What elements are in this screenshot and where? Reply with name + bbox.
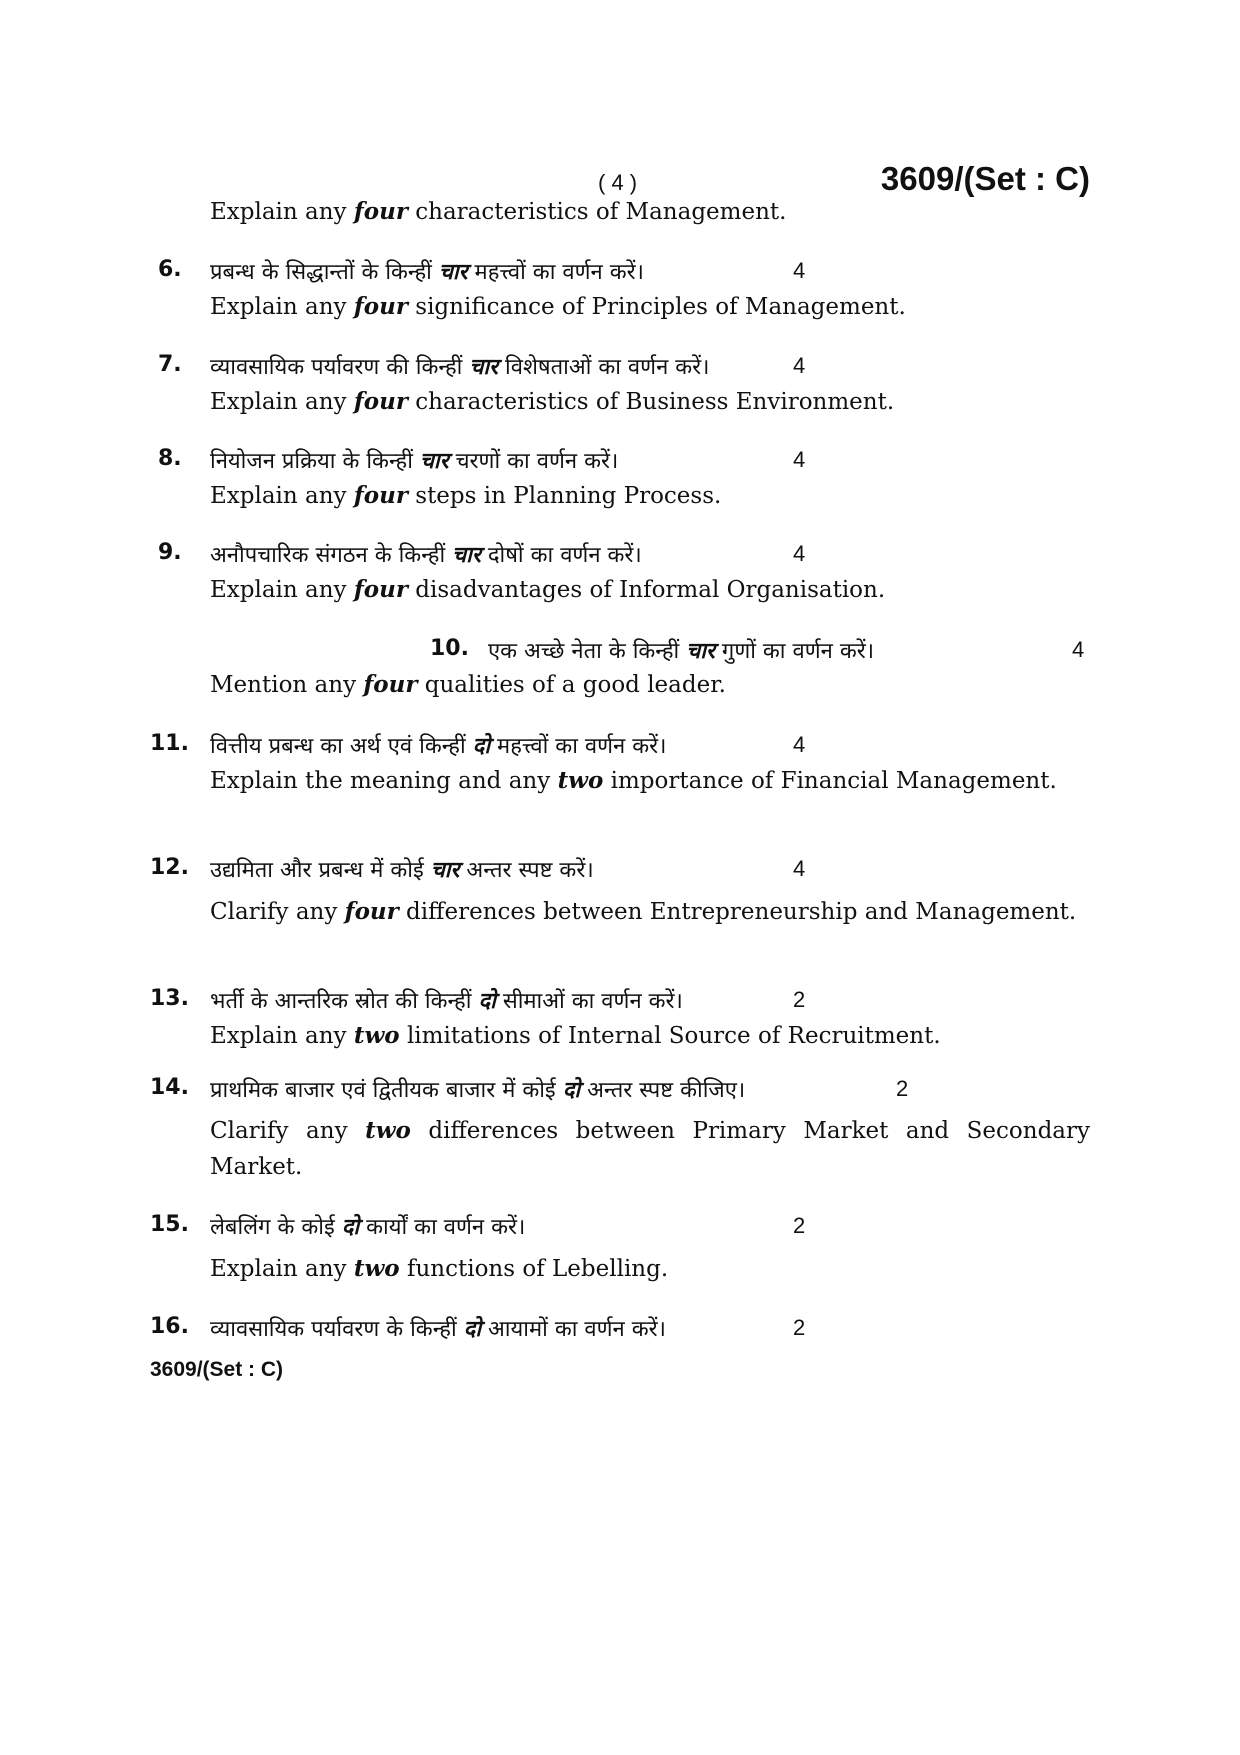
- hindi-question: एक अच्छे नेता के किन्हीं चार गुणों का वर्णन करें।: [488, 639, 875, 664]
- english-question: Clarify any four differences between Entrepreneurship and Management.: [210, 898, 1077, 925]
- question-marks: 4: [793, 541, 806, 566]
- english-question: Explain any four characteristics of Business Environment.: [210, 388, 895, 415]
- hindi-question: व्यावसायिक पर्यावरण की किन्हीं चार विशेषताओं का वर्णन करें।: [210, 355, 710, 380]
- english-question: Explain any four steps in Planning Process.: [210, 482, 722, 509]
- hindi-question: नियोजन प्रक्रिया के किन्हीं चार चरणों का वर्णन करें।: [210, 449, 619, 474]
- question-marks: 2: [793, 1213, 806, 1238]
- question-marks: 4: [793, 353, 806, 378]
- english-question: Explain any four significance of Principles of Management.: [210, 293, 906, 320]
- question-marks: 2: [896, 1076, 909, 1101]
- question-marks: 4: [793, 732, 806, 757]
- english-question: Mention any four qualities of a good leader.: [210, 671, 726, 698]
- page-number: ( 4 ): [598, 170, 638, 195]
- hindi-question: उद्यमिता और प्रबन्ध में कोई चार अन्तर स्पष्ट करें।: [210, 858, 594, 883]
- hindi-question: प्राथमिक बाजार एवं द्वितीयक बाजार में कोई दो अन्तर स्पष्ट कीजिए।: [210, 1078, 746, 1103]
- paper-code-header: 3609/(Set : C): [880, 160, 1090, 197]
- question-number: 10.: [430, 636, 469, 661]
- question-number: 14.: [150, 1075, 189, 1100]
- hindi-question: लेबलिंग के कोई दो कार्यों का वर्णन करें।: [210, 1215, 526, 1240]
- question-number: 7.: [158, 352, 182, 377]
- question-marks: 4: [1072, 637, 1085, 662]
- question-number: 16.: [150, 1314, 189, 1339]
- hindi-question: वित्तीय प्रबन्ध का अर्थ एवं किन्हीं दो महत्त्वों का वर्णन करें।: [210, 734, 667, 759]
- question-number: 9.: [158, 540, 182, 565]
- english-question: Explain the meaning and any two importance of Financial Management.: [210, 767, 1057, 794]
- question-marks: 2: [793, 987, 806, 1012]
- question-number: 6.: [158, 257, 182, 282]
- paper-code-footer: 3609/(Set : C): [150, 1358, 284, 1381]
- english-question: Explain any four disadvantages of Informal Organisation.: [210, 576, 886, 603]
- question-marks: 4: [793, 258, 806, 283]
- question-number: 13.: [150, 986, 189, 1011]
- hindi-question: व्यावसायिक पर्यावरण के किन्हीं दो आयामों का वर्णन करें।: [210, 1317, 666, 1342]
- english-question: Explain any two limitations of Internal Source of Recruitment.: [210, 1022, 941, 1049]
- hindi-question: अनौपचारिक संगठन के किन्हीं चार दोषों का वर्णन करें।: [210, 543, 642, 568]
- english-text: Explain any four characteristics of Management.: [210, 198, 787, 225]
- question-marks: 2: [793, 1315, 806, 1340]
- question-marks: 4: [793, 447, 806, 472]
- english-question: Explain any two functions of Lebelling.: [210, 1255, 669, 1282]
- question-number: 12.: [150, 855, 189, 880]
- hindi-question: भर्ती के आन्तरिक स्रोत की किन्हीं दो सीमाओं का वर्णन करें।: [210, 989, 683, 1014]
- question-number: 15.: [150, 1212, 189, 1237]
- question-marks: 4: [793, 856, 806, 881]
- question-number: 11.: [150, 731, 189, 756]
- english-question: Clarify any two differences between Primary Market and Secondary Market.: [210, 1117, 1090, 1180]
- hindi-question: प्रबन्ध के सिद्धान्तों के किन्हीं चार महत्त्वों का वर्णन करें।: [210, 260, 644, 285]
- question-number: 8.: [158, 446, 182, 471]
